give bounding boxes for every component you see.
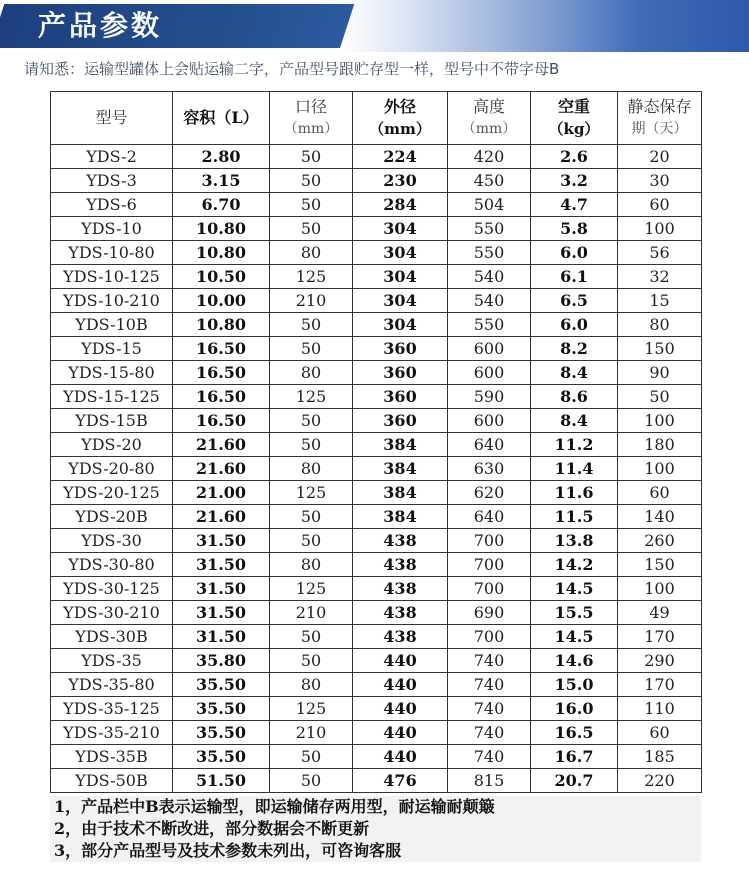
table-cell: 700 bbox=[448, 625, 531, 649]
table-cell: 50 bbox=[270, 433, 353, 457]
table-cell: 170 bbox=[618, 625, 702, 649]
table-cell: YDS-15-80 bbox=[51, 361, 173, 385]
table-cell: 10.80 bbox=[173, 241, 270, 265]
table-cell: 420 bbox=[448, 145, 531, 169]
table-cell: 16.50 bbox=[173, 337, 270, 361]
table-row bbox=[51, 337, 702, 361]
table-cell: 11.4 bbox=[531, 457, 618, 481]
table-cell: 230 bbox=[353, 169, 448, 193]
table-cell: 6.0 bbox=[531, 313, 618, 337]
table-cell: 8.6 bbox=[531, 385, 618, 409]
table-cell: 690 bbox=[448, 601, 531, 625]
table-cell: 360 bbox=[353, 337, 448, 361]
table-cell: YDS-10 bbox=[51, 217, 173, 241]
table-cell: 504 bbox=[448, 193, 531, 217]
table-cell: 740 bbox=[448, 745, 531, 769]
table-cell: 80 bbox=[270, 457, 353, 481]
notice-text: 请知悉：运输型罐体上会贴运输二字，产品型号跟贮存型一样，型号中不带字母B bbox=[24, 60, 560, 78]
table-cell: 125 bbox=[270, 385, 353, 409]
table-cell: 15 bbox=[618, 289, 702, 313]
table-cell: 180 bbox=[618, 433, 702, 457]
table-cell: 3.2 bbox=[531, 169, 618, 193]
table-cell: 210 bbox=[270, 721, 353, 745]
table-cell: 31.50 bbox=[173, 529, 270, 553]
table-cell: 50 bbox=[270, 193, 353, 217]
table-cell: YDS-35-210 bbox=[51, 721, 173, 745]
table-cell: 20 bbox=[618, 145, 702, 169]
column-header-label: 外径 bbox=[383, 97, 416, 116]
table-cell: 80 bbox=[270, 361, 353, 385]
table-cell: YDS-30-80 bbox=[51, 553, 173, 577]
table-cell: 220 bbox=[618, 769, 702, 793]
table-cell: 630 bbox=[448, 457, 531, 481]
table-cell: 35.80 bbox=[173, 649, 270, 673]
table-cell: YDS-30-125 bbox=[51, 577, 173, 601]
table-row bbox=[51, 145, 702, 169]
spec-table bbox=[50, 91, 702, 793]
table-cell: YDS-10-210 bbox=[51, 289, 173, 313]
table-cell: 15.5 bbox=[531, 601, 618, 625]
table-cell: 31.50 bbox=[173, 601, 270, 625]
note-line-1: 1，产品栏中B表示运输型，即运输储存两用型，耐运输耐颠簸 bbox=[54, 797, 495, 816]
table-row bbox=[51, 601, 702, 625]
table-cell: YDS-35-80 bbox=[51, 673, 173, 697]
table-cell: 125 bbox=[270, 481, 353, 505]
table-cell: 125 bbox=[270, 265, 353, 289]
table-cell: 304 bbox=[353, 289, 448, 313]
table-cell: 13.8 bbox=[531, 529, 618, 553]
table-cell: 384 bbox=[353, 433, 448, 457]
table-cell: 30 bbox=[618, 169, 702, 193]
table-row bbox=[51, 313, 702, 337]
table-cell: 100 bbox=[618, 577, 702, 601]
table-cell: 80 bbox=[270, 553, 353, 577]
table-cell: 21.00 bbox=[173, 481, 270, 505]
table-cell: 110 bbox=[618, 697, 702, 721]
note-line-2: 2，由于技术不断改进，部分数据会不断更新 bbox=[54, 819, 370, 838]
table-cell: 2.80 bbox=[173, 145, 270, 169]
table-cell: 440 bbox=[353, 673, 448, 697]
notes-box bbox=[50, 796, 701, 862]
table-cell: YDS-20-125 bbox=[51, 481, 173, 505]
table-cell: 600 bbox=[448, 409, 531, 433]
table-cell: 600 bbox=[448, 337, 531, 361]
table-cell: 50 bbox=[270, 625, 353, 649]
table-cell: 32 bbox=[618, 265, 702, 289]
table-cell: 304 bbox=[353, 217, 448, 241]
table-cell: 14.2 bbox=[531, 553, 618, 577]
table-cell: 440 bbox=[353, 697, 448, 721]
table-row bbox=[51, 553, 702, 577]
table-cell: 540 bbox=[448, 289, 531, 313]
table-cell: 60 bbox=[618, 481, 702, 505]
column-header-label: 空重 bbox=[557, 97, 590, 116]
table-cell: 550 bbox=[448, 241, 531, 265]
table-cell: 438 bbox=[353, 529, 448, 553]
table-cell: 50 bbox=[270, 505, 353, 529]
table-cell: 170 bbox=[618, 673, 702, 697]
column-header-unit: （mm） bbox=[461, 121, 517, 137]
table-cell: 8.2 bbox=[531, 337, 618, 361]
table-row bbox=[51, 193, 702, 217]
table-cell: 16.50 bbox=[173, 361, 270, 385]
table-cell: 815 bbox=[448, 769, 531, 793]
table-cell: 125 bbox=[270, 577, 353, 601]
table-cell: 290 bbox=[618, 649, 702, 673]
table-cell: 360 bbox=[353, 409, 448, 433]
table-cell: YDS-30 bbox=[51, 529, 173, 553]
table-cell: 31.50 bbox=[173, 553, 270, 577]
table-cell: 49 bbox=[618, 601, 702, 625]
table-cell: 438 bbox=[353, 601, 448, 625]
table-cell: 5.8 bbox=[531, 217, 618, 241]
table-cell: 440 bbox=[353, 745, 448, 769]
table-cell: 80 bbox=[270, 673, 353, 697]
column-header-unit: 期（天） bbox=[631, 121, 688, 137]
table-cell: 11.2 bbox=[531, 433, 618, 457]
table-cell: 3.15 bbox=[173, 169, 270, 193]
table-row bbox=[51, 361, 702, 385]
table-cell: 16.7 bbox=[531, 745, 618, 769]
table-row bbox=[51, 481, 702, 505]
table-cell: 740 bbox=[448, 673, 531, 697]
table-cell: 740 bbox=[448, 649, 531, 673]
table-cell: 80 bbox=[270, 241, 353, 265]
table-cell: 50 bbox=[270, 313, 353, 337]
table-cell: YDS-20-80 bbox=[51, 457, 173, 481]
column-header bbox=[353, 92, 448, 145]
table-cell: 4.7 bbox=[531, 193, 618, 217]
table-cell: 284 bbox=[353, 193, 448, 217]
table-row bbox=[51, 265, 702, 289]
table-cell: YDS-20B bbox=[51, 505, 173, 529]
table-cell: 10.80 bbox=[173, 217, 270, 241]
table-cell: YDS-6 bbox=[51, 193, 173, 217]
table-cell: YDS-35 bbox=[51, 649, 173, 673]
table-row bbox=[51, 385, 702, 409]
table-cell: 50 bbox=[270, 409, 353, 433]
table-row bbox=[51, 409, 702, 433]
table-cell: 50 bbox=[270, 217, 353, 241]
table-cell: 740 bbox=[448, 721, 531, 745]
table-cell: 60 bbox=[618, 721, 702, 745]
table-cell: 6.70 bbox=[173, 193, 270, 217]
column-header-label: 容积（L） bbox=[183, 108, 259, 127]
table-cell: 35.50 bbox=[173, 697, 270, 721]
table-cell: 16.50 bbox=[173, 385, 270, 409]
table-row bbox=[51, 241, 702, 265]
table-cell: 150 bbox=[618, 337, 702, 361]
table-cell: 11.6 bbox=[531, 481, 618, 505]
table-cell: 100 bbox=[618, 457, 702, 481]
page-title: 产品参数 bbox=[38, 9, 163, 42]
table-cell: 21.60 bbox=[173, 505, 270, 529]
table-cell: 14.5 bbox=[531, 625, 618, 649]
table-cell: 50 bbox=[270, 145, 353, 169]
table-cell: 740 bbox=[448, 697, 531, 721]
table-cell: 550 bbox=[448, 313, 531, 337]
table-cell: 100 bbox=[618, 409, 702, 433]
table-cell: YDS-10B bbox=[51, 313, 173, 337]
table-row bbox=[51, 529, 702, 553]
table-cell: YDS-20 bbox=[51, 433, 173, 457]
table-cell: 360 bbox=[353, 385, 448, 409]
table-cell: 10.00 bbox=[173, 289, 270, 313]
table-cell: 16.0 bbox=[531, 697, 618, 721]
column-header bbox=[51, 92, 173, 145]
spec-table-container bbox=[50, 91, 701, 793]
table-cell: 50 bbox=[270, 529, 353, 553]
table-cell: 56 bbox=[618, 241, 702, 265]
table-cell: 640 bbox=[448, 505, 531, 529]
column-header-label: 型号 bbox=[95, 108, 128, 127]
table-cell: 50 bbox=[270, 769, 353, 793]
table-row bbox=[51, 697, 702, 721]
table-cell: 100 bbox=[618, 217, 702, 241]
table-cell: 210 bbox=[270, 289, 353, 313]
column-header-unit: （mm） bbox=[283, 121, 339, 137]
table-cell: YDS-35-125 bbox=[51, 697, 173, 721]
table-cell: 150 bbox=[618, 553, 702, 577]
table-cell: YDS-10-125 bbox=[51, 265, 173, 289]
table-row bbox=[51, 673, 702, 697]
table-cell: 384 bbox=[353, 505, 448, 529]
column-header-label: 口径 bbox=[294, 97, 327, 116]
column-header-label: 高度 bbox=[472, 97, 505, 116]
table-cell: 50 bbox=[270, 337, 353, 361]
table-row bbox=[51, 625, 702, 649]
table-cell: 384 bbox=[353, 481, 448, 505]
table-cell: 304 bbox=[353, 313, 448, 337]
table-cell: 140 bbox=[618, 505, 702, 529]
table-cell: YDS-50B bbox=[51, 769, 173, 793]
table-cell: YDS-15B bbox=[51, 409, 173, 433]
column-header bbox=[173, 92, 270, 145]
table-cell: 360 bbox=[353, 361, 448, 385]
table-cell: 620 bbox=[448, 481, 531, 505]
table-row bbox=[51, 505, 702, 529]
table-cell: 6.1 bbox=[531, 265, 618, 289]
table-cell: 50 bbox=[270, 745, 353, 769]
table-cell: 440 bbox=[353, 721, 448, 745]
column-header-unit: （mm） bbox=[369, 120, 431, 138]
table-cell: 60 bbox=[618, 193, 702, 217]
table-row bbox=[51, 721, 702, 745]
table-cell: 50 bbox=[618, 385, 702, 409]
note-line-3: 3，部分产品型号及技术参数未列出，可咨询客服 bbox=[54, 841, 402, 860]
table-cell: 14.5 bbox=[531, 577, 618, 601]
table-cell: 21.60 bbox=[173, 433, 270, 457]
table-cell: 450 bbox=[448, 169, 531, 193]
table-cell: 590 bbox=[448, 385, 531, 409]
table-cell: YDS-3 bbox=[51, 169, 173, 193]
table-cell: 438 bbox=[353, 625, 448, 649]
table-cell: 11.5 bbox=[531, 505, 618, 529]
table-cell: 550 bbox=[448, 217, 531, 241]
table-cell: 16.5 bbox=[531, 721, 618, 745]
table-cell: 260 bbox=[618, 529, 702, 553]
table-cell: 35.50 bbox=[173, 721, 270, 745]
table-cell: 6.5 bbox=[531, 289, 618, 313]
table-cell: YDS-15 bbox=[51, 337, 173, 361]
table-cell: 440 bbox=[353, 649, 448, 673]
table-cell: 304 bbox=[353, 241, 448, 265]
table-cell: YDS-2 bbox=[51, 145, 173, 169]
column-header-label: 静态保存 bbox=[627, 97, 692, 116]
table-cell: 51.50 bbox=[173, 769, 270, 793]
table-cell: 304 bbox=[353, 265, 448, 289]
table-cell: 600 bbox=[448, 361, 531, 385]
table-cell: 35.50 bbox=[173, 745, 270, 769]
table-cell: 185 bbox=[618, 745, 702, 769]
table-cell: YDS-15-125 bbox=[51, 385, 173, 409]
table-row bbox=[51, 289, 702, 313]
table-cell: 15.0 bbox=[531, 673, 618, 697]
table-cell: YDS-35B bbox=[51, 745, 173, 769]
table-row bbox=[51, 577, 702, 601]
column-header bbox=[448, 92, 531, 145]
table-cell: 16.50 bbox=[173, 409, 270, 433]
table-row bbox=[51, 457, 702, 481]
table-cell: 50 bbox=[270, 649, 353, 673]
table-cell: 80 bbox=[618, 313, 702, 337]
table-cell: 6.0 bbox=[531, 241, 618, 265]
table-row bbox=[51, 169, 702, 193]
table-cell: YDS-30B bbox=[51, 625, 173, 649]
table-header-row bbox=[51, 92, 702, 145]
table-row bbox=[51, 769, 702, 793]
column-header bbox=[618, 92, 702, 145]
column-header bbox=[531, 92, 618, 145]
table-cell: YDS-10-80 bbox=[51, 241, 173, 265]
table-row bbox=[51, 433, 702, 457]
column-header bbox=[270, 92, 353, 145]
table-cell: 21.60 bbox=[173, 457, 270, 481]
table-row bbox=[51, 649, 702, 673]
table-cell: 384 bbox=[353, 457, 448, 481]
table-cell: 476 bbox=[353, 769, 448, 793]
table-cell: 224 bbox=[353, 145, 448, 169]
table-cell: 31.50 bbox=[173, 577, 270, 601]
table-cell: 438 bbox=[353, 553, 448, 577]
table-cell: 31.50 bbox=[173, 625, 270, 649]
table-cell: 50 bbox=[270, 169, 353, 193]
header-banner bbox=[0, 0, 749, 52]
table-cell: 700 bbox=[448, 529, 531, 553]
table-cell: 10.80 bbox=[173, 313, 270, 337]
table-cell: 540 bbox=[448, 265, 531, 289]
table-cell: YDS-30-210 bbox=[51, 601, 173, 625]
table-cell: 8.4 bbox=[531, 361, 618, 385]
table-cell: 2.6 bbox=[531, 145, 618, 169]
table-body bbox=[51, 145, 702, 793]
table-cell: 210 bbox=[270, 601, 353, 625]
table-cell: 438 bbox=[353, 577, 448, 601]
table-cell: 35.50 bbox=[173, 673, 270, 697]
table-row bbox=[51, 745, 702, 769]
table-cell: 14.6 bbox=[531, 649, 618, 673]
table-cell: 90 bbox=[618, 361, 702, 385]
table-cell: 125 bbox=[270, 697, 353, 721]
column-header-unit: （kg） bbox=[548, 120, 600, 138]
table-cell: 700 bbox=[448, 553, 531, 577]
table-cell: 700 bbox=[448, 577, 531, 601]
table-cell: 8.4 bbox=[531, 409, 618, 433]
table-cell: 10.50 bbox=[173, 265, 270, 289]
table-cell: 20.7 bbox=[531, 769, 618, 793]
table-cell: 640 bbox=[448, 433, 531, 457]
table-row bbox=[51, 217, 702, 241]
